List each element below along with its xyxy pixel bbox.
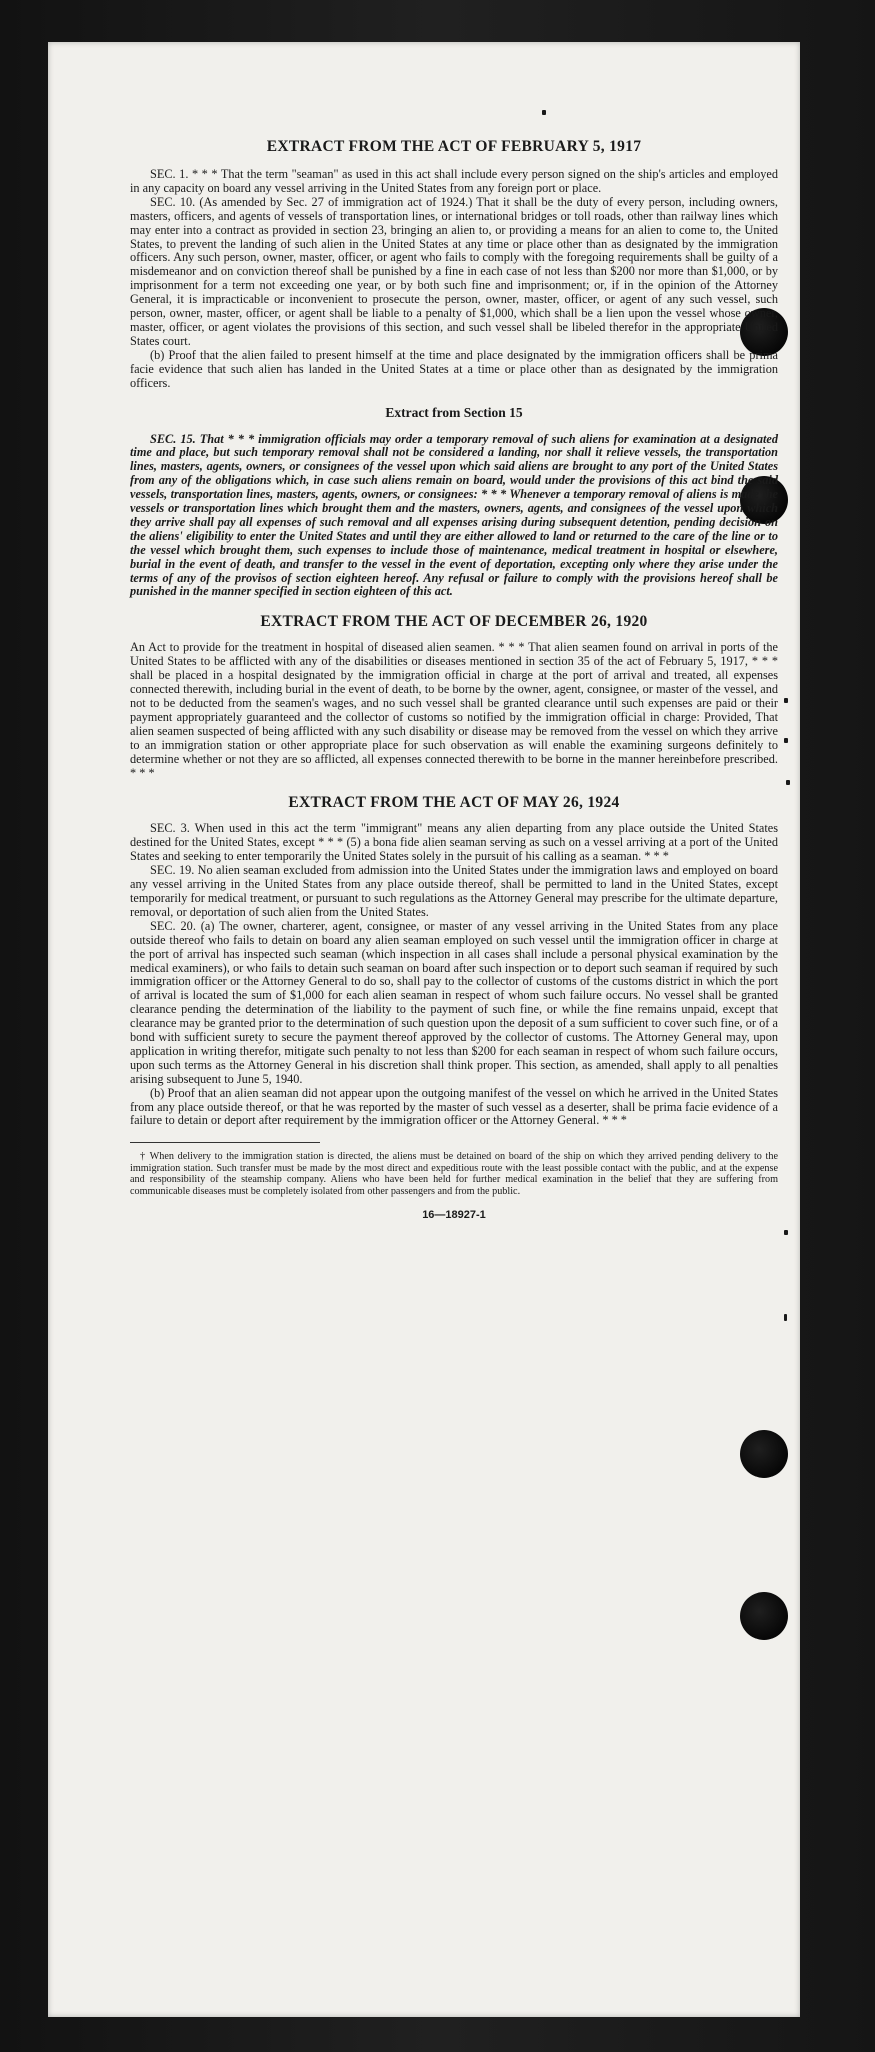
paragraph-sec15: SEC. 15. That * * * immigration officials may order a temporary removal of such aliens for examination at a designated time and place, but such temporary removal shall not be considered a landing, nor shall it relieve vessels, the transportation lines, masters, agents, owners, or consignees of the vessel upon which said aliens are brought to any port of the United States from any of the obligations which, in case such aliens remain on board, would under the provisions of this act bind the said vessels, transportation lines, masters, agents, owners, or consignees: * * * Whenever a temporary removal of aliens is made the vessels or transportation lines which brought them and the masters, owners, agents, and consignees of the vessel upon which they arrive shall pay all expenses of such removal and all expenses arising during subsequent detention, pending decision on the aliens' eligibility to enter the United States and until they are either allowed to land or returned to the care of the line or to the vessel which brought them, such expenses to include those of maintenance, medical treatment in hospital or elsewhere, burial in the event of death, and transfer to the vessel in the event of deportation, excepting only where they arise under the terms of any of the provisos of section eighteen hereof. Any refusal or failure to comply with the provisions hereof shall be punished in the manner specified in section eighteen of this act. xyxy=(130,431,778,599)
punch-hole xyxy=(740,1430,788,1478)
heading-section-15: Extract from Section 15 xyxy=(385,404,523,420)
document-text xyxy=(130,138,778,1221)
scan-speck xyxy=(542,110,546,115)
paragraph-1924-sec19: SEC. 19. No alien seaman excluded from admission into the United States under the immigration laws and employed on board any vessel arriving in the United States from any place outside thereof, shall be permitted to land in the United States, except temporarily for medical treatment, or pursuant to such regulations as the Attorney General may prescribe for the ultimate departure, removal, or deportation of such alien from the United States. xyxy=(130,863,778,919)
heading-act-1920: EXTRACT FROM THE ACT OF DECEMBER 26, 1920 xyxy=(260,613,648,631)
scan-speck xyxy=(786,780,790,785)
heading-act-1917: EXTRACT FROM THE ACT OF FEBRUARY 5, 1917 xyxy=(266,138,642,155)
document-page xyxy=(48,42,800,2017)
paragraph-1917-sec10b: (b) Proof that the alien failed to present himself at the time and place designated by the immigration officers shall be prima facie evidence that such alien has landed in the United States at a time or place other than as designated by the immigration officers. xyxy=(130,347,778,390)
scan-speck xyxy=(784,1314,787,1321)
scan-speck xyxy=(784,698,788,703)
paragraph-1920: An Act to provide for the treatment in hospital of diseased alien seamen. * * * That alien seamen found on arrival in ports of the United States to be afflicted with any of the disabilities or diseases mentioned in section 35 of the act of February 5, 1917, * * * shall be placed in a hospital designated by the immigration official in charge at the port of arrival and treated, all expenses connected therewith, including burial in the event of death, to be borne by the owner, agent, consignee, or master of the vessel, and not to be deducted from the seamen's wages, and no such vessel shall be granted clearance until such expenses are paid or their payment appropriately guaranteed and the collector of customs so notified by the immigration official in charge: Provided, That alien seamen suspected of being afflicted with any such disability or disease may be removed from the vessel on which they arrive to an immigration station or other appropriate place for such observation as will enable the examining surgeons definitely to determine whether or not they are so afflicted, all expenses connected therewith to be borne in the manner hereinbefore prescribed. * * * xyxy=(130,640,778,780)
heading-act-1924: EXTRACT FROM THE ACT OF MAY 26, 1924 xyxy=(288,794,620,812)
paragraph-1924-sec20b: (b) Proof that an alien seaman did not appear upon the outgoing manifest of the vessel on which he arrived in the United States from any place outside thereof, or that he was reported by the master of such vessel as a deserter, shall be prima facie evidence of a failure to detain or deport after requirement by the immigration officer or the Attorney General. * * * xyxy=(130,1085,778,1128)
paragraph-1917-sec10: SEC. 10. (As amended by Sec. 27 of immigration act of 1924.) That it shall be the duty of every person, including owners, masters, officers, and agents of vessels of transportation lines, or international bridges or toll roads, other than railway lines which may enter into a contract as provided in section 23, bringing an alien to, or providing a means for an alien to come to, the United States, to prevent the landing of such alien in the United States at any time or place other than as designated by the immigration officers. Any such person, owner, master, officer, or agent who fails to comply with the foregoing requirements shall be guilty of a misdemeanor and on conviction thereof shall be punished by a fine in each case of not less than $200 nor more than $1,000, or by imprisonment for a term not exceeding one year, or by both such fine and imprisonment; or, if in the opinion of the Attorney General, it is impracticable or inconvenient to prosecute the person, owner, master, officer, or agent of any such vessel, such person, owner, master, officer, or agent shall be liable to a penalty of $1,000, which shall be a lien upon the vessel whose owner, master, officer, or agent violates the provisions of this section, and such vessel shall be libeled therefor in the appropriate United States court. xyxy=(130,194,778,348)
footnote-divider xyxy=(130,1142,320,1143)
footnote: † When delivery to the immigration station is directed, the aliens must be detained on board of the ship on which they arrived pending delivery to the immigration station. Such transfer must be made by the most direct and expeditious route with the least possible contact with the public, and at the expense and responsibility of the steamship company. Aliens who have been held for further medical examination in the belief that they are suffering from communicable diseases must be completely isolated from other passengers and from the public. xyxy=(130,1151,778,1197)
paragraph-1924-sec20: SEC. 20. (a) The owner, charterer, agent, consignee, or master of any vessel arriving in the United States from any place outside thereof who fails to detain on board any alien seaman employed on such vessel until the immigration officer in charge at the port of arrival has inspected such seaman (which inspection in all cases shall include a personal physical examination by the medical examiners), or who fails to detain such seaman on board after such inspection or to deport such seaman if required by such immigration officer or the Attorney General to do so, shall pay to the collector of customs of the customs district in which the port of arrival is located the sum of $1,000 for each alien seaman in respect of whom such failure occurs. No vessel shall be granted clearance pending the determination of the liability to the payment of such fine, or while the fine remains unpaid, except that clearance may be granted prior to the determination of such question upon the deposit of a sum sufficient to cover such fine, or of a bond with sufficient surety to secure the payment thereof approved by the collector of customs. The Attorney General may, upon application in writing therefor, mitigate such penalty to not less than $200 for each seaman in respect of whom such failure occurs, upon such terms as the Attorney General in his discretion shall think proper. This section, as amended, shall apply to all penalties arising subsequent to June 5, 1940. xyxy=(130,918,778,1086)
document-number: 16—18927-1 xyxy=(422,1209,486,1221)
paragraph-1924-sec3: SEC. 3. When used in this act the term "immigrant" means any alien departing from any place outside the United States destined for the United States, except * * * (5) a bona fide alien seaman serving as such on a vessel arriving at a port of the United States and seeking to enter temporarily the United States solely in the pursuit of his calling as a seaman. * * * xyxy=(130,821,778,864)
paragraph-1917-sec1: SEC. 1. * * * That the term "seaman" as used in this act shall include every person signed on the ship's articles and employed in any capacity on board any vessel arriving in the United States from any foreign port or place. xyxy=(130,167,778,195)
scan-speck xyxy=(784,738,788,743)
punch-hole xyxy=(740,1592,788,1640)
scan-speck xyxy=(784,1230,788,1235)
